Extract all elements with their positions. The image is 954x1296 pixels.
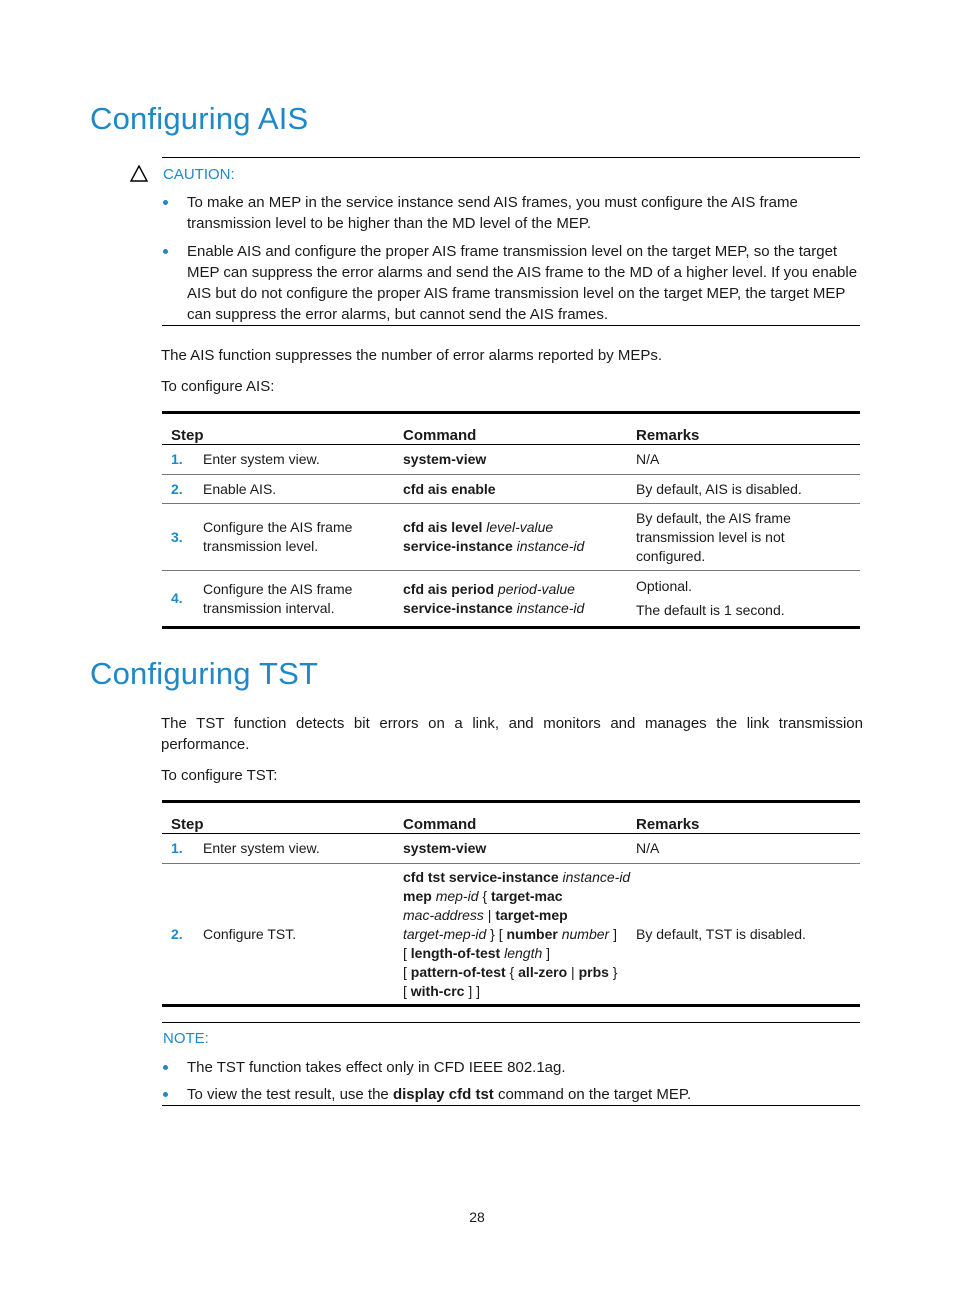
table-row	[162, 475, 860, 504]
bullet-dot	[163, 200, 168, 205]
tst-to-configure: To configure TST:	[161, 767, 278, 784]
command-argument: instance-id	[516, 538, 585, 554]
note-bullet-text: The TST function takes effect only in CFD IEEE 802.1ag.	[187, 1059, 566, 1076]
step-description: Enable AIS.	[203, 480, 277, 497]
step-number: 1.	[171, 451, 183, 468]
column-header-remarks: Remarks	[636, 802, 860, 834]
tst-steps-table	[162, 800, 860, 1007]
table-row	[162, 504, 860, 571]
table-row	[162, 864, 860, 1006]
step-number: 2.	[171, 480, 183, 497]
command-argument: level-value	[486, 519, 554, 535]
command-keyword: target-mep	[495, 906, 568, 923]
command-keyword: display cfd tst	[392, 1086, 494, 1103]
step-description: Enter system view.	[203, 451, 320, 468]
note-bullet-text	[187, 1084, 861, 1105]
command-argument: length	[504, 944, 543, 961]
column-header-step: Step	[162, 802, 403, 834]
command-keyword: service-instance	[403, 599, 513, 616]
step-description: Enter system view.	[203, 840, 320, 857]
command-keyword: cfd ais period	[403, 580, 495, 597]
command-keyword: prbs	[578, 963, 609, 980]
step-number: 1.	[171, 840, 183, 857]
warning-triangle-icon	[130, 165, 148, 182]
command-argument: number	[561, 925, 610, 942]
command-keyword: cfd ais enable	[403, 480, 496, 497]
caution-label: CAUTION:	[163, 166, 235, 183]
command-keyword: system-view	[403, 451, 487, 467]
command-argument: mep-id	[435, 887, 479, 904]
ais-steps-table	[162, 411, 860, 629]
command-keyword: mep	[403, 887, 432, 904]
step-number: 4.	[171, 590, 183, 606]
note-top-rule	[162, 1022, 860, 1023]
column-header-step: Step	[162, 413, 403, 445]
caution-bullet-text: To make an MEP in the service instance send AIS frames, you must configure the AIS frame transmission level to be higher than the MD level of the MEP.	[187, 194, 798, 232]
command-keyword: length-of-test	[410, 944, 501, 961]
tst-command-syntax: cfd tst service-instance instance-id mep mep-id { target-mac mac-address | target-mep target-mep-id } [ number number ] [ length-of-test length ] [ pattern-of-test { all-zero | prbs } [ with-crc ] ]	[403, 864, 636, 1006]
ais-intro: The AIS function suppresses the number of error alarms reported by MEPs.	[161, 347, 663, 364]
ais-to-configure: To configure AIS:	[161, 378, 275, 395]
command-argument: period-value	[497, 580, 575, 597]
section-title-ais: Configuring AIS	[90, 101, 309, 136]
command-argument: target-mep-id	[403, 925, 487, 942]
command-keyword: all-zero	[518, 963, 568, 980]
table-row	[162, 834, 860, 864]
command-keyword: cfd tst service-instance	[403, 868, 559, 885]
section-title-tst: Configuring TST	[90, 656, 319, 691]
command-keyword: pattern-of-test	[410, 963, 506, 980]
remark: By default, AIS is disabled.	[636, 475, 860, 504]
column-header-command: Command	[403, 413, 636, 445]
column-header-remarks: Remarks	[636, 413, 860, 445]
caution-top-rule	[162, 157, 860, 158]
remark: N/A	[636, 445, 860, 475]
caution-bottom-rule	[162, 325, 860, 326]
remark: Optional.	[636, 578, 693, 594]
page-number: 28	[469, 1209, 485, 1225]
step-number: 2.	[171, 925, 183, 942]
tst-intro-line2: performance.	[161, 736, 250, 753]
bullet-dot	[163, 1092, 168, 1097]
caution-bullet-text: Enable AIS and configure the proper AIS frame transmission level on the target MEP, so the target MEP can suppress the error alarms and send the AIS frame to the MD of a higher level. If you enable AIS but do not configure the proper AIS frame transmission level on the target MEP, the target MEP can suppress the error alarms, but cannot send the AIS frames.	[187, 243, 858, 323]
command-keyword: service-instance	[403, 538, 513, 554]
note-label: NOTE:	[163, 1030, 209, 1047]
command-keyword: number	[506, 925, 558, 942]
table-row	[162, 571, 860, 628]
bullet-dot	[163, 1065, 168, 1070]
command-keyword: target-mac	[490, 887, 563, 904]
command-argument: mac-address	[403, 906, 484, 923]
tst-intro-line1: The TST function detects bit errors on a link, and monitors and manages the link transmission	[161, 715, 863, 732]
command-argument: instance-id	[562, 868, 631, 885]
table-row	[162, 445, 860, 475]
remark: N/A	[636, 834, 860, 864]
note-text: command on the target MEP.	[493, 1086, 692, 1103]
command-keyword: system-view	[403, 840, 487, 856]
bullet-dot	[163, 249, 168, 254]
command-keyword: with-crc	[410, 982, 465, 999]
remark: By default, TST is disabled.	[636, 864, 860, 1006]
note-bottom-rule	[162, 1105, 860, 1106]
step-description: Configure the AIS frame transmission interval.	[203, 580, 353, 616]
remark: By default, the AIS frame transmission level is not configured.	[636, 509, 791, 564]
step-number: 3.	[171, 528, 183, 545]
remark: The default is 1 second.	[636, 602, 785, 618]
command-keyword: cfd ais level	[403, 519, 483, 535]
note-text: To view the test result, use the	[187, 1086, 393, 1103]
command-argument: instance-id	[516, 599, 585, 616]
step-description: Configure the AIS frame transmission level.	[203, 519, 353, 554]
column-header-command: Command	[403, 802, 636, 834]
step-description: Configure TST.	[203, 925, 297, 942]
